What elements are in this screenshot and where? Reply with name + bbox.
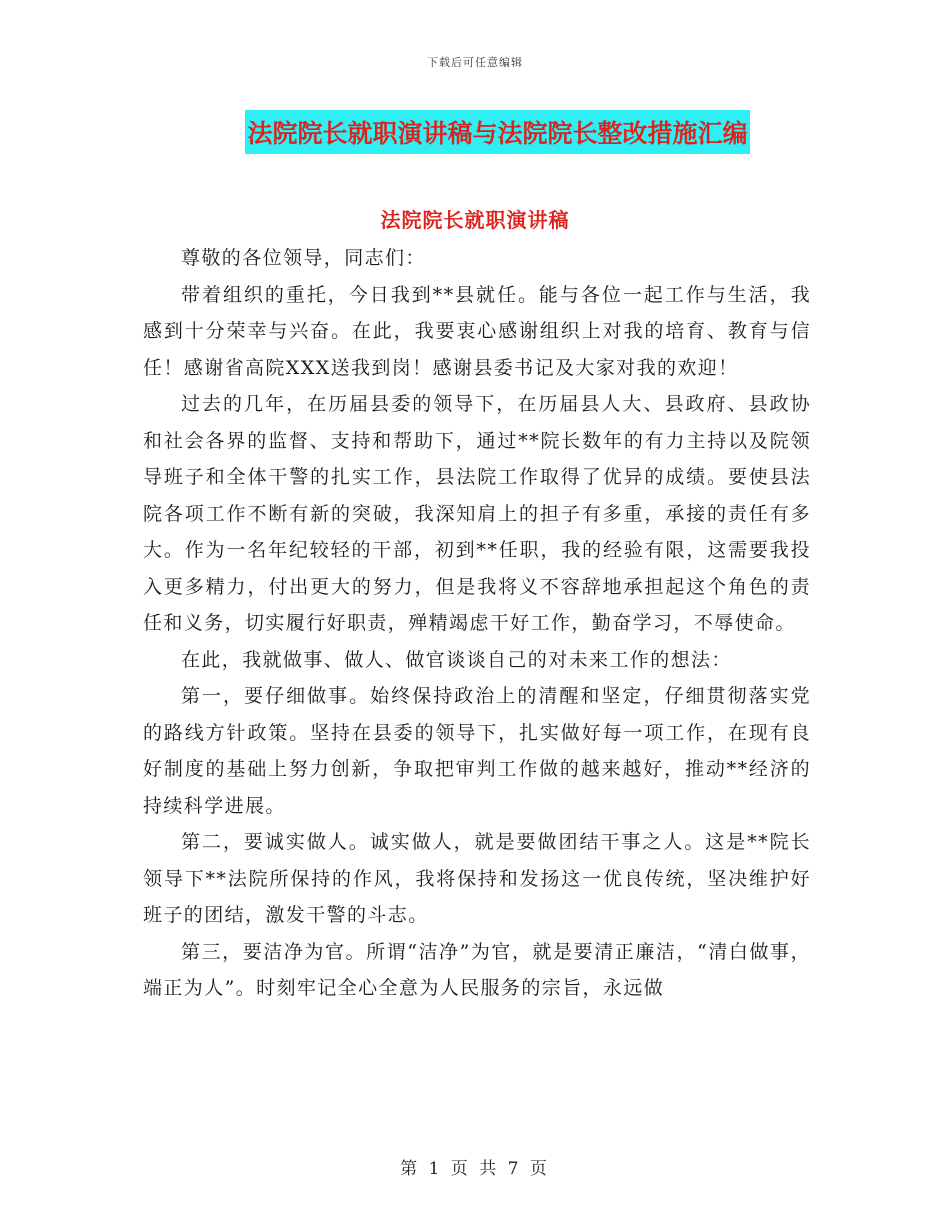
page-footer: 第 1 页 共 7 页 [400, 1159, 550, 1179]
body-paragraph: 第一，要仔细做事。始终保持政治上的清醒和坚定，仔细贯彻落实党的路线方针政策。坚持在县委的领导下，扎实做好每一项工作，在现有良好制度的基础上努力创新，争取把审判工作做的越来越好，推动**经济的持续科学进展。 [143, 685, 811, 817]
salutation-paragraph: 尊敬的各位领导，同志们： [181, 247, 426, 269]
body-paragraph: 在此，我就做事、做人、做官谈谈自己的对未来工作的想法： [181, 648, 732, 671]
document-main-title: 法院院长就职演讲稿与法院院长整改措施汇编 [245, 110, 749, 154]
body-paragraph: 带着组织的重托，今日我到**县就任。能与各位一起工作与生活，我感到十分荣幸与兴奋。在此，我要衷心感谢组织上对我的培育、教育与信任！感谢省高院XXX送我到岗！感谢县委书记及大家对我的欢迎！ [143, 283, 811, 379]
body-paragraph: 第二，要诚实做人。诚实做人，就是要做团结干事之人。这是**院长领导下**法院所保持的作风，我将保持和发扬这一优良传统，坚决维护好班子的团结，激发干警的斗志。 [143, 831, 811, 926]
body-paragraph: 第三，要洁净为官。所谓“洁净”为官，就是要清正廉洁，“清白做事，端正为人”。时刻牢记全心全意为人民服务的宗旨，永远做 [143, 940, 811, 999]
document-body [143, 218, 811, 1007]
body-paragraph: 过去的几年，在历届县委的领导下，在历届县人大、县政府、县政协和社会各界的监督、支持和帮助下，通过**院长数年的有力主持以及院领导班子和全体干警的扎实工作，县法院工作取得了优异的成绩。要使县法院各项工作不断有新的突破，我深知肩上的担子有多重，承接的责任有多大。作为一名年纪较轻的干部，初到**任职，我的经验有限，这需要我投入更多精力，付出更大的努力，但是我将义不容辞地承担起这个角色的责任和义务，切实履行好职责，殚精竭虑干好工作，勤奋学习，不辱使命。 [143, 393, 811, 634]
main-title-container [0, 110, 950, 154]
section-title: 法院院长就职演讲稿 [380, 208, 570, 232]
page-header-note: 下载后可任意编辑 [427, 56, 523, 69]
